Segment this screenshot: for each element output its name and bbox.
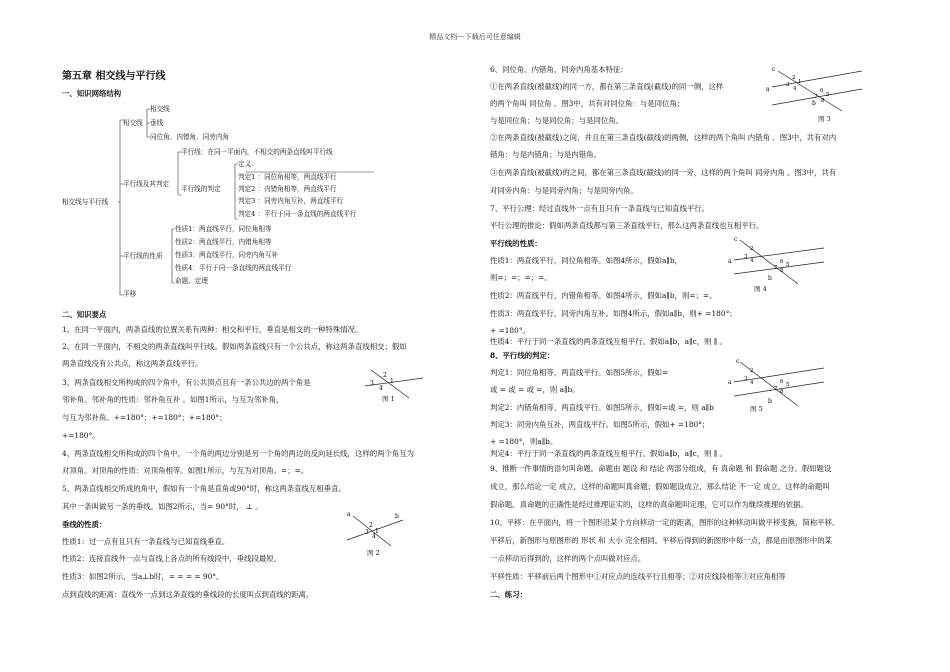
fig3-num-3: 3 bbox=[786, 82, 790, 88]
text-line: 一点移动后得到的，这样的两个点叫做对应点。 bbox=[490, 554, 646, 563]
text-line: 性质1：过一点有且只有一条直线与已知直线垂直。 bbox=[62, 537, 230, 546]
tree-leaf: 性质2：两直线平行，内错角相等 bbox=[175, 238, 272, 246]
fig2-label-b: b bbox=[395, 513, 399, 520]
text-line: 的两个角叫 同位角 。图3中，共有对同位角：与是同位角； bbox=[490, 99, 685, 108]
fig4-label-a: a bbox=[728, 258, 732, 265]
text-line: 其中一条叫做另一条的垂线。如图2所示，当= 90°时， ⊥ 。 bbox=[62, 502, 263, 511]
section-heading-exercise: 二、练习： bbox=[490, 590, 527, 599]
text-line: ②在两条直线(被截线)之间，并且在第三条直线(截线)的两侧，这样的两个角叫 内错角 。图3中，共有对内 bbox=[490, 133, 837, 142]
text-line: 9、推断一件事情的语句叫命题。命题由 题设 和 结论 两部分组成，有 真命题 和 假命题 之分。假如题设 bbox=[490, 464, 832, 473]
fig2-num-2: 2 bbox=[369, 522, 373, 529]
figure-3-caption: 图 3 bbox=[818, 115, 831, 123]
tree-root: 相交线与平行线 bbox=[62, 198, 109, 206]
figure-2-caption: 图 2 bbox=[367, 549, 380, 557]
text-line: 平移后，新图形与原图形的 形状 和 大小 完全相同。平移后得到的新图形中每一点，都是由原图形中的某 bbox=[490, 536, 832, 545]
text-line: 性质2：连接直线外一点与直线上各点的所有线段中，垂线段最短。 bbox=[62, 554, 282, 563]
chapter-title: 第五章 相交线与平行线 bbox=[62, 71, 166, 82]
text-line: 6、同位角、内错角、同旁内角基本特征： bbox=[490, 65, 628, 74]
tree-leaf: 平行线：在同一平面内，不相交的两条直线叫平行线 bbox=[181, 148, 333, 156]
text-line: 性质1：两直线平行，同位角相等。如图4所示，假如a∥b， bbox=[490, 256, 682, 265]
section-heading-structure: 一、知识网络结构 bbox=[62, 89, 122, 98]
tree-leaf: 相交线 bbox=[150, 105, 170, 113]
tree-leaf: 垂线 bbox=[150, 119, 164, 127]
tree-leaf: 性质4：平行于同一条直线的两直线平行 bbox=[175, 264, 292, 272]
tree-leaf: 判定1 ：同位角相等，两直线平行 bbox=[238, 173, 337, 181]
page-header: 精品文档---下载后可任意编辑 bbox=[429, 33, 521, 41]
tree-node-panding: 平行线的判定 bbox=[181, 185, 221, 193]
tree-leaf: 同位角、内错角、同旁内角 bbox=[150, 133, 230, 141]
fig1-num-1: 1 bbox=[390, 378, 394, 385]
fig4-label-c: c bbox=[734, 236, 738, 243]
text-line: 7、平行公理：经过直线外一点有且只有一条直线与已知直线平行。 bbox=[490, 204, 710, 213]
text-line: 邻补角。邻补角的性质：邻补角互补 。如图1所示，与互为邻补角， bbox=[62, 395, 284, 404]
text-line: 垂线的性质： bbox=[62, 520, 107, 529]
text-line: +=180°。 bbox=[62, 431, 100, 440]
text-line: 或 = 或 = 或 =，则 a∥b。 bbox=[490, 385, 580, 394]
figure-5 bbox=[728, 358, 828, 408]
text-line: 平行公理的推论：假如两条直线都与第三条直线平行，那么这两条直线也互相平行。 bbox=[490, 221, 764, 230]
figure-1-caption: 图 1 bbox=[382, 395, 395, 403]
figure-5-caption: 图 5 bbox=[750, 405, 763, 413]
text-line: 与是同位角；与是同位角；与是同位角。 bbox=[490, 116, 624, 125]
tree-leaf: 判定3 ：同旁内角互补，两直线平行 bbox=[238, 197, 344, 205]
fig3-num-1: 1 bbox=[798, 79, 802, 85]
text-line: 两条直线没有公共点，称这两条直线平行。 bbox=[62, 359, 203, 368]
text-line: 对顶角。对顶角的性质：对顶角相等。如图1所示，与互为对顶角。=；=。 bbox=[62, 466, 309, 475]
tree-leaf: 命题、定理 bbox=[175, 277, 208, 285]
fig4-label-b: b bbox=[768, 275, 772, 282]
text-line: 点到直线的距离：直线外一点到这条直线的垂线段的长度叫点到直线的距离。 bbox=[62, 590, 314, 599]
text-line: 5、两条直线相交所成的角中，假如有一个角是直角或90°时，称这两条直线互相垂直。 bbox=[62, 484, 346, 493]
fig4-num-2: 2 bbox=[750, 246, 754, 252]
fig3-label-c: c bbox=[772, 66, 776, 73]
tree-leaf: 定义： bbox=[238, 160, 258, 168]
tree-leaf: 性质3：两直线平行，同旁内角互补 bbox=[175, 251, 279, 259]
fig1-num-2: 2 bbox=[383, 372, 387, 379]
text-line: 2、在同一平面内，不相交的两条直线叫平行线。假如两条直线只有一个公共点，称这两条直线相交；假如 bbox=[62, 342, 407, 351]
fig4-num-8: 8 bbox=[780, 268, 784, 274]
text-line: 则=；=；=；=。 bbox=[490, 273, 552, 282]
text-line: 性质3：如图2所示，当a⊥b时，= = = = 90°。 bbox=[62, 572, 224, 581]
text-line: 4、两条直线相交所构成的四个角中，一个角的两边分别是另一个角的两边的反向延长线，这样的两个角互为 bbox=[62, 449, 415, 458]
text-line: 与互为邻补角。+=180°；+=180°；+=180°； bbox=[62, 413, 227, 422]
text-line: 判定3：同旁内角互补，两直线平行。如图5所示，假如+ =180°； bbox=[490, 420, 710, 429]
fig3-label-b: b bbox=[812, 100, 816, 107]
text-line: 判定2：内错角相等，两直线平行。如图5所示，假如=或 =，则 a∥b bbox=[490, 403, 714, 412]
text-line: + =180°。 bbox=[490, 326, 530, 335]
figure-4 bbox=[728, 236, 828, 286]
knowledge-tree bbox=[60, 0, 460, 300]
section-heading-points: 二、知识要点 bbox=[62, 310, 107, 319]
text-line: 1、在同一平面内，两条直线的位置关系有两种：相交和平行，垂直是相交的一种特殊情况。 bbox=[62, 325, 363, 334]
text-line: ③在两条直线(被截线)的之间，都在第三条直线(截线)的同一旁，这样的两个角叫 同旁内角 。图3中，共有 bbox=[490, 168, 837, 177]
fig3-num-5: 5 bbox=[826, 92, 830, 98]
fig2-num-4: 4 bbox=[372, 533, 376, 540]
fig2-label-a: a bbox=[347, 511, 351, 518]
fig4-num-5: 5 bbox=[786, 262, 790, 268]
fig2-num-1: 1 bbox=[375, 528, 379, 535]
fig5-label-a: a bbox=[728, 379, 732, 386]
fig5-num-8: 8 bbox=[780, 389, 784, 395]
tree-node-pingxingxian-panding: 平行线及其判定 bbox=[123, 180, 170, 188]
fig5-label-b: b bbox=[768, 398, 772, 405]
text-line: 平行线的性质： bbox=[490, 239, 542, 248]
tree-node-xiangjiaoxian: 相交线 bbox=[123, 119, 143, 127]
fig3-num-6: 6 bbox=[820, 88, 824, 94]
tree-node-pingyi: 平移 bbox=[123, 290, 137, 298]
figure-1 bbox=[365, 368, 425, 408]
fig4-num-3: 3 bbox=[744, 254, 748, 260]
figure-3 bbox=[766, 65, 866, 115]
fig1-num-4: 4 bbox=[379, 385, 383, 392]
text-line: 10、平移：在平面内，将一个图形沿某个方向移动一定的距离，图形的这种移动叫做平移变换，简称平移。 bbox=[490, 518, 840, 527]
fig4-num-6: 6 bbox=[780, 259, 784, 265]
tree-leaf: 性质1：两直线平行，同位角相等 bbox=[175, 225, 272, 233]
fig3-num-2: 2 bbox=[792, 75, 796, 81]
fig2-num-3: 3 bbox=[365, 529, 369, 536]
text-line: ①在两条直线(被截线)的同一方，都在第三条直线(截线)的同一侧，这样 bbox=[490, 82, 724, 91]
text-line: + =180°，则a∥b。 bbox=[490, 437, 558, 446]
tree-leaf: 判定2 ：内错角相等，两直线平行 bbox=[238, 185, 337, 193]
text-line: 8、平行线的判定： bbox=[490, 351, 555, 360]
fig1-num-3: 3 bbox=[370, 380, 374, 387]
fig5-num-6: 6 bbox=[780, 379, 784, 385]
text-line: 3、两条直线相交所构成的四个角中，有公共顶点且有一条公共边的两个角是 bbox=[62, 378, 311, 387]
fig3-num-4: 4 bbox=[793, 86, 797, 92]
text-line: 判定4：平行于同一条直线的两条直线互相平行。假如a∥b，a∥c，则 ∥ 。 bbox=[490, 449, 727, 458]
text-line: 错角：与是内错角；与是内错角。 bbox=[490, 150, 601, 159]
fig4-num-7: 7 bbox=[774, 265, 778, 271]
text-line: 性质4：平行于同一条直线的两条直线互相平行。假如a∥b，a∥c，则 ∥ 。 bbox=[490, 337, 727, 346]
fig5-num-4: 4 bbox=[750, 380, 754, 386]
fig5-num-2: 2 bbox=[750, 368, 754, 374]
tree-node-xingzhi: 平行线的性质 bbox=[123, 252, 163, 260]
text-line: 性质3：两直线平行，同旁内角互补。如图4所示，假如a∥b，则+ =180°； bbox=[490, 309, 737, 318]
figure-2 bbox=[345, 502, 405, 552]
text-line: 判定1：同位角相等，两直线平行。如图5所示，假如= bbox=[490, 368, 669, 377]
fig3-label-a: a bbox=[766, 86, 770, 93]
text-line: 对同旁内角：与是同旁内角；与是同旁内角。 bbox=[490, 186, 638, 195]
text-line: 性质2：两直线平行，内错角相等。如图4所示，假如a∥b，则=；=。 bbox=[490, 291, 717, 300]
fig3-num-8: 8 bbox=[821, 98, 825, 104]
fig5-num-7: 7 bbox=[774, 386, 778, 392]
fig5-label-c: c bbox=[736, 358, 740, 365]
text-line: 平移性质：平移前后两个图形中①对应点的连线平行且相等；②对应线段相等③对应角相等 bbox=[490, 572, 786, 581]
text-line: 假命题。真命题的正确性是经过推理证实的，这样的真命题叫定理，它可以作为继续推理的依据。 bbox=[490, 500, 808, 509]
fig4-num-4: 4 bbox=[750, 258, 754, 264]
fig5-num-5: 5 bbox=[786, 382, 790, 388]
figure-4-caption: 图 4 bbox=[754, 285, 767, 293]
tree-leaf: 判定4 ：平行于同一条直线的两直线平行 bbox=[238, 210, 357, 218]
fig3-num-7: 7 bbox=[814, 94, 818, 100]
fig5-num-3: 3 bbox=[744, 376, 748, 382]
text-line: 成立，那么结论一定 成立，这样的命题叫真命题；假如题设成立，那么结论 不一定 成立，这样的命题叫 bbox=[490, 482, 830, 491]
